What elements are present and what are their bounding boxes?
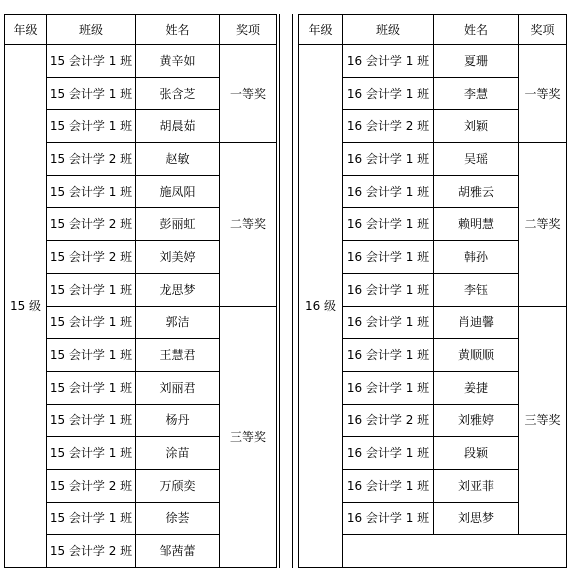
class-cell: 16 会计学 1 班	[343, 273, 434, 306]
header-name: 姓名	[136, 15, 220, 45]
header-class: 班级	[47, 15, 136, 45]
class-cell: 16 会计学 1 班	[343, 175, 434, 208]
name-cell: 胡晨茹	[136, 110, 220, 143]
class-cell: 16 会计学 1 班	[343, 77, 434, 110]
name-cell: 涂苗	[136, 437, 220, 470]
name-cell: 李慧	[434, 77, 519, 110]
class-cell: 15 会计学 1 班	[47, 371, 136, 404]
award-cell-third: 三等奖	[220, 306, 277, 568]
class-cell: 16 会计学 1 班	[343, 241, 434, 274]
class-cell: 16 会计学 1 班	[343, 437, 434, 470]
header-award: 奖项	[519, 15, 567, 45]
award-table-16	[298, 14, 567, 568]
class-cell: 16 会计学 1 班	[343, 469, 434, 502]
class-cell: 15 会计学 1 班	[47, 404, 136, 437]
name-cell: 张含芝	[136, 77, 220, 110]
class-cell: 15 会计学 1 班	[47, 306, 136, 339]
name-cell: 邹茜蕾	[136, 535, 220, 568]
empty-cell	[343, 535, 567, 568]
class-cell: 16 会计学 1 班	[343, 502, 434, 535]
header-grade: 年级	[299, 15, 343, 45]
name-cell: 赖明慧	[434, 208, 519, 241]
grade-cell: 16 级	[299, 45, 343, 568]
class-cell: 16 会计学 1 班	[343, 208, 434, 241]
name-cell: 刘雅婷	[434, 404, 519, 437]
name-cell: 龙思梦	[136, 273, 220, 306]
name-cell: 赵敏	[136, 143, 220, 176]
header-award: 奖项	[220, 15, 277, 45]
class-cell: 15 会计学 2 班	[47, 469, 136, 502]
name-cell: 吴瑶	[434, 143, 519, 176]
name-cell: 徐荟	[136, 502, 220, 535]
table-separator	[279, 14, 293, 568]
class-cell: 16 会计学 1 班	[343, 306, 434, 339]
name-cell: 段颖	[434, 437, 519, 470]
name-cell: 刘丽君	[136, 371, 220, 404]
header-name: 姓名	[434, 15, 519, 45]
name-cell: 刘美婷	[136, 241, 220, 274]
class-cell: 15 会计学 1 班	[47, 437, 136, 470]
class-cell: 15 会计学 1 班	[47, 339, 136, 372]
class-cell: 15 会计学 2 班	[47, 143, 136, 176]
class-cell: 16 会计学 1 班	[343, 45, 434, 78]
header-row	[299, 15, 567, 45]
award-cell-first: 一等奖	[220, 45, 277, 143]
class-cell: 15 会计学 1 班	[47, 502, 136, 535]
class-cell: 15 会计学 2 班	[47, 241, 136, 274]
award-cell-third: 三等奖	[519, 306, 567, 535]
name-cell: 刘颖	[434, 110, 519, 143]
name-cell: 夏珊	[434, 45, 519, 78]
name-cell: 刘思梦	[434, 502, 519, 535]
name-cell: 刘亚菲	[434, 469, 519, 502]
class-cell: 15 会计学 1 班	[47, 175, 136, 208]
name-cell: 黄辛如	[136, 45, 220, 78]
table-row	[5, 45, 277, 78]
award-cell-second: 二等奖	[519, 143, 567, 306]
name-cell: 郭洁	[136, 306, 220, 339]
header-row	[5, 15, 277, 45]
class-cell: 16 会计学 1 班	[343, 339, 434, 372]
name-cell: 王慧君	[136, 339, 220, 372]
class-cell: 15 会计学 2 班	[47, 535, 136, 568]
award-cell-first: 一等奖	[519, 45, 567, 143]
table-row	[299, 45, 567, 78]
award-cell-second: 二等奖	[220, 143, 277, 306]
grade-cell: 15 级	[5, 45, 47, 568]
class-cell: 15 会计学 2 班	[47, 208, 136, 241]
class-cell: 16 会计学 2 班	[343, 110, 434, 143]
name-cell: 彭丽虹	[136, 208, 220, 241]
award-table-15	[4, 14, 277, 568]
class-cell: 15 会计学 1 班	[47, 45, 136, 78]
class-cell: 16 会计学 1 班	[343, 143, 434, 176]
class-cell: 15 会计学 1 班	[47, 77, 136, 110]
name-cell: 李钰	[434, 273, 519, 306]
name-cell: 胡雅云	[434, 175, 519, 208]
name-cell: 万颀奕	[136, 469, 220, 502]
class-cell: 15 会计学 1 班	[47, 110, 136, 143]
class-cell: 15 会计学 1 班	[47, 273, 136, 306]
name-cell: 肖迪馨	[434, 306, 519, 339]
name-cell: 姜捷	[434, 371, 519, 404]
name-cell: 杨丹	[136, 404, 220, 437]
name-cell: 黄顺顺	[434, 339, 519, 372]
name-cell: 韩孙	[434, 241, 519, 274]
name-cell: 施凤阳	[136, 175, 220, 208]
class-cell: 16 会计学 2 班	[343, 404, 434, 437]
header-class: 班级	[343, 15, 434, 45]
class-cell: 16 会计学 1 班	[343, 371, 434, 404]
header-grade: 年级	[5, 15, 47, 45]
